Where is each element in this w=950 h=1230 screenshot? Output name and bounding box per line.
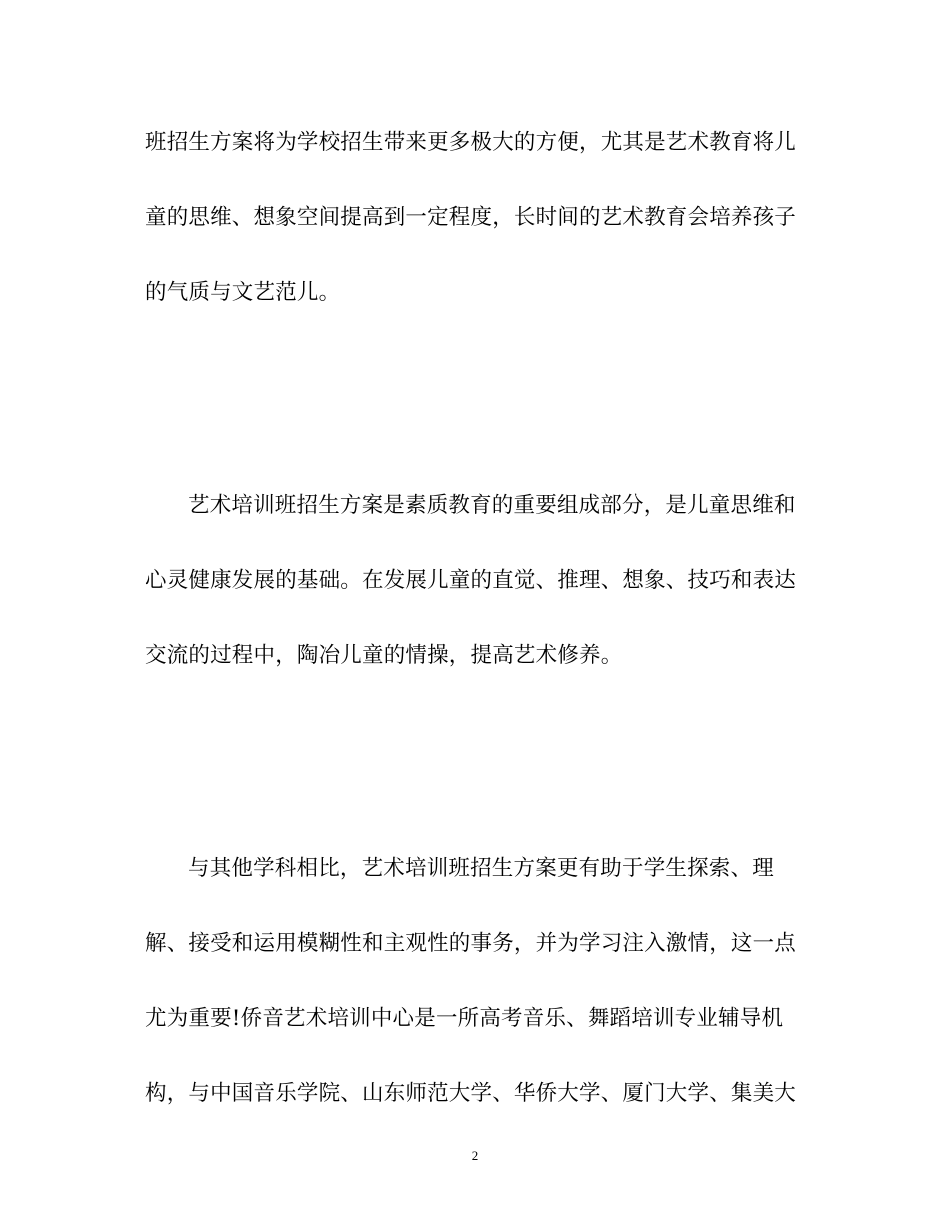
paragraph-line: 解、接受和运用模糊性和主观性的事务，并为学习注入激情，这一点	[145, 931, 797, 956]
paragraph-line: 艺术培训班招生方案是素质教育的重要组成部分，是儿童思维和	[188, 493, 796, 518]
paragraph-line: 构，与中国音乐学院、山东师范大学、华侨大学、厦门大学、集美大	[145, 1081, 797, 1106]
paragraph-line: 班招生方案将为学校招生带来更多极大的方便，尤其是艺术教育将儿	[145, 130, 797, 155]
paragraph-line: 尤为重要!侨音艺术培训中心是一所高考音乐、舞蹈培训专业辅导机	[145, 1006, 784, 1031]
paragraph-line: 童的思维、想象空间提高到一定程度，长时间的艺术教育会培养孩子	[145, 205, 797, 230]
paragraph-line: 与其他学科相比，艺术培训班招生方案更有助于学生探索、理	[188, 856, 774, 881]
paragraph-line: 的气质与文艺范儿。	[145, 280, 341, 305]
page-number: 2	[471, 1148, 479, 1163]
paragraph-line: 交流的过程中，陶冶儿童的情操，提高艺术修养。	[145, 643, 623, 668]
paragraph-line: 心灵健康发展的基础。在发展儿童的直觉、推理、想象、技巧和表达	[145, 568, 797, 593]
